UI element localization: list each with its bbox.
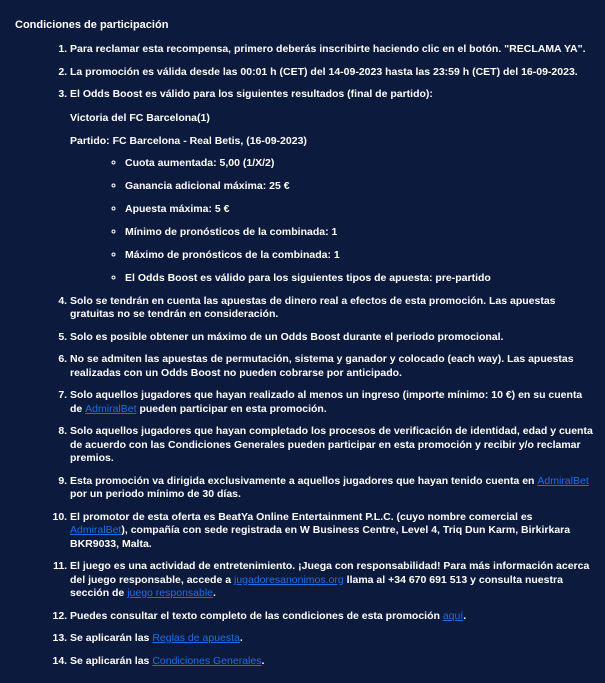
term-item-5 — [70, 331, 593, 345]
term-text: Para reclamar esta recompensa, primero deberás inscribirte haciendo clic en el botón. "RECLAMA YA". — [70, 43, 586, 55]
full-terms-link[interactable]: aquí — [442, 609, 464, 622]
admiralbet-link[interactable]: AdmiralBet — [537, 474, 589, 487]
term-item-4 — [70, 295, 593, 322]
admiralbet-link[interactable]: AdmiralBet — [85, 402, 137, 415]
term-item-8 — [70, 425, 593, 466]
term-text: Solo se tendrán en cuenta las apuestas de dinero real a efectos de esta promoción. Las apuestas gratuitas no se tendrán en consideración. — [70, 294, 556, 320]
detail-boosted-odds: ◦ Cuota aumentada: 5,00 (1/X/2) — [125, 157, 593, 171]
term-text: Se aplicarán las — [70, 654, 153, 667]
jugadoresanonimos-link[interactable]: jugadoresanonimos.org — [233, 573, 344, 586]
term-item-10 — [70, 511, 593, 552]
term-item-11 — [70, 560, 593, 601]
term-item-14 — [70, 655, 593, 669]
betting-rules-link[interactable]: Reglas de apuesta — [152, 632, 240, 644]
term-text: Solo es posible obtener un máximo de un Odds Boost durante el periodo promocional. — [70, 330, 504, 343]
detail-bet-types: ◦ El Odds Boost es válido para los siguientes tipos de apuesta: pre-partido — [125, 272, 593, 286]
term-item-6 — [70, 353, 593, 380]
term-text: No se admiten las apuestas de permutación, sistema y ganador y colocado (each way). Las apuestas realizadas con un Odds Boost no pueden cobrarse por anticipado. — [70, 353, 574, 379]
term-text: . — [463, 609, 467, 622]
term-item-7 — [70, 389, 593, 416]
term-text: . — [213, 587, 216, 599]
detail-max-stake: ◦ Apuesta máxima: 5 € — [125, 203, 593, 217]
term-text: Solo aquellos jugadores que hayan completado los procesos de verificación de identidad, edad y cuenta de acuerdo con las Condiciones Generales pueden participar en esta promoción y recibir y/o reclamar premios. — [70, 425, 593, 464]
general-conditions-link[interactable]: Condiciones Generales — [152, 654, 262, 667]
term-text: pueden participar en esta promoción. — [136, 402, 327, 415]
terms-title: Condiciones de participación — [15, 19, 169, 31]
term-item-3 — [70, 88, 593, 285]
term-text: . — [239, 632, 243, 644]
term-text: Solo aquellos jugadores que hayan realizado al menos un ingreso (importe mínimo: 10 €) en su cuenta de — [70, 389, 583, 415]
term-item-1 — [70, 43, 593, 57]
admiralbet-link[interactable]: AdmiralBet — [70, 524, 122, 536]
term-item-2 — [70, 66, 593, 80]
terms-list — [15, 43, 593, 668]
term-item-13 — [70, 632, 593, 646]
term-text: llama al +34 670 691 513 y consulta nuestra sección de — [70, 573, 563, 599]
term-text: Se aplicarán las — [70, 632, 153, 644]
winning-outcome: Victoria del FC Barcelona(1) — [70, 111, 210, 124]
term-text: por un periodo mínimo de 30 días. — [70, 488, 241, 500]
detail-min-selections: ◦ Mínimo de pronósticos de la combinada: 1 — [125, 226, 593, 240]
detail-max-additional-winnings: ◦ Ganancia adicional máxima: 25 € — [125, 180, 593, 194]
term-text: La promoción es válida desde las 00:01 h (CET) del 14-09-2023 hasta las 23:59 h (CET) del 16-09-2023. — [70, 65, 578, 78]
detail-max-selections: ◦ Máximo de pronósticos de la combinada: 1 — [125, 249, 593, 263]
responsible-gaming-link[interactable]: juego responsable — [127, 587, 214, 599]
term-text: . — [261, 654, 265, 667]
term-text: ), compañía con sede registrada en W Business Centre, Level 4, Triq Dun Karm, Birkirkara BKR9033, Malta. — [70, 524, 571, 550]
term-item-12 — [70, 610, 593, 624]
term-text: Puedes consultar el texto completo de las condiciones de esta promoción — [70, 609, 443, 622]
term-text: El juego es una actividad de entretenimiento. ¡Juega con responsabilidad! Para más información acerca del juego responsable, accede a — [70, 560, 590, 586]
term-text: Esta promoción va dirigida exclusivamente a aquellos jugadores que hayan tenido cuenta en — [70, 474, 538, 487]
term-text: El promotor de esta oferta es BeatYa Online Entertainment P.L.C. (cuyo nombre comercial es — [70, 510, 533, 523]
odds-boost-details-list — [70, 157, 593, 286]
term-text: El Odds Boost es válido para los siguientes resultados (final de partido): — [70, 88, 433, 100]
term-item-9 — [70, 475, 593, 502]
match-info: Partido: FC Barcelona - Real Betis, (16-09-2023) — [70, 135, 307, 147]
